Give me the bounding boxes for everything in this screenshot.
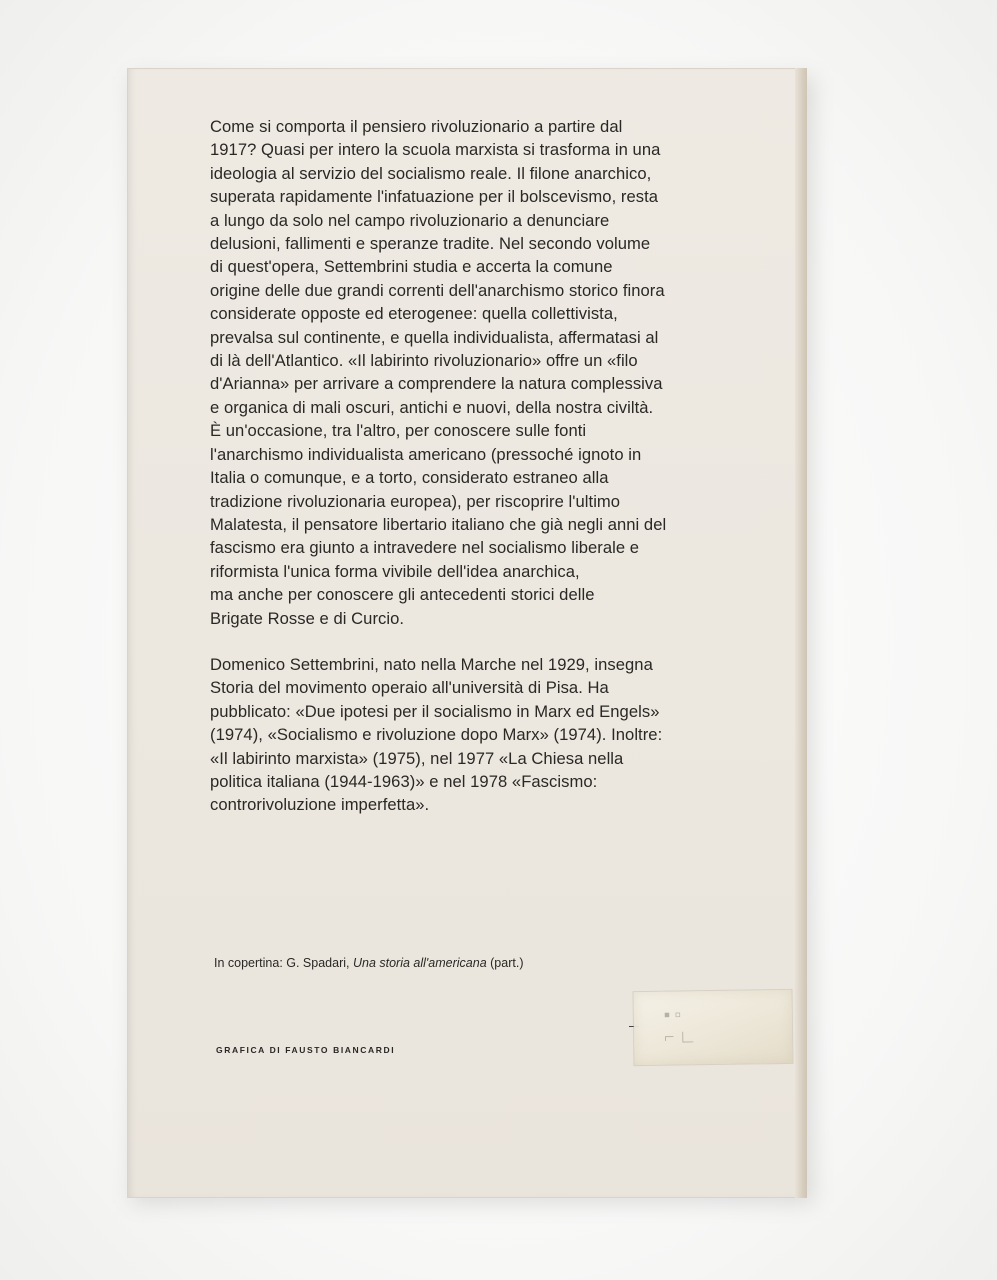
- cover-credit-title: Una storia all'americana: [352, 956, 487, 970]
- cover-art-credit: [214, 956, 523, 970]
- back-cover-text: [210, 115, 770, 817]
- author-bio-paragraph: Domenico Settembrini, nato nella Marche nel 1929, insegna Storia del movimento operaio all'università di Pisa. Ha pubblicato: «Due ipotesi per il socialismo in Marx ed Engels» (1974), «Socialismo e rivoluzione dopo Marx» (1974). Inoltre: «Il labirinto marxista» (1975), nel 1977 «La Chiesa nella politica italiana (1944-1963)» e nel 1978 «Fascismo: controrivoluzione imperfetta».: [210, 654, 663, 815]
- book-back-cover: [127, 68, 807, 1198]
- graphic-design-credit: GRAFICA DI FAUSTO BIANCARDI: [216, 1045, 396, 1055]
- book-page-edge: [795, 68, 807, 1198]
- price-sticker-residue: [633, 990, 792, 1065]
- cover-credit-suffix: (part.): [486, 956, 524, 970]
- blurb-paragraph: Come si comporta il pensiero rivoluzionario a partire dal 1917? Quasi per intero la scuola marxista si trasforma in una ideologia al servizio del socialismo reale. Il filone anarchico, superata rapidamente l'infatuazione per il bolscevismo, resta a lungo da solo nel campo rivoluzionario a denunciare delusioni, fallimenti e speranze tradite. Nel secondo volume di quest'opera, Settembrini studia e accerta la comune origine delle due grandi correnti dell'anarchismo storico finora considerate opposte ed eterogenee: quella collettivista, prevalsa sul continente, e quella individualista, affermatasi al di là dell'Atlantico. «Il labirinto rivoluzionario» offre un «filo d'Arianna» per arrivare a comprendere la natura complessiva e organica di mali oscuri, antichi e nuovi, della nostra civiltà. È un'occasione, tra l'altro, per conoscere sulle fonti l'anarchismo individualista americano (pressoché ignoto in Italia o comunque, e a torto, considerato estraneo alla tradizione rivoluzionaria europea), per riscoprire l'ultimo Malatesta, il pensatore libertario italiano che già negli anni del fascismo era giunto a intravedere nel socialismo liberale e riformista l'unica forma vivibile dell'idea anarchica, ma anche per conoscere gli antecedenti storici delle Brigate Rosse e di Curcio.: [210, 117, 667, 628]
- cover-credit-prefix: In copertina: G. Spadari,: [214, 956, 353, 970]
- sticker-faded-marks: ▪ ▫ ⌐ ∟: [663, 1004, 697, 1047]
